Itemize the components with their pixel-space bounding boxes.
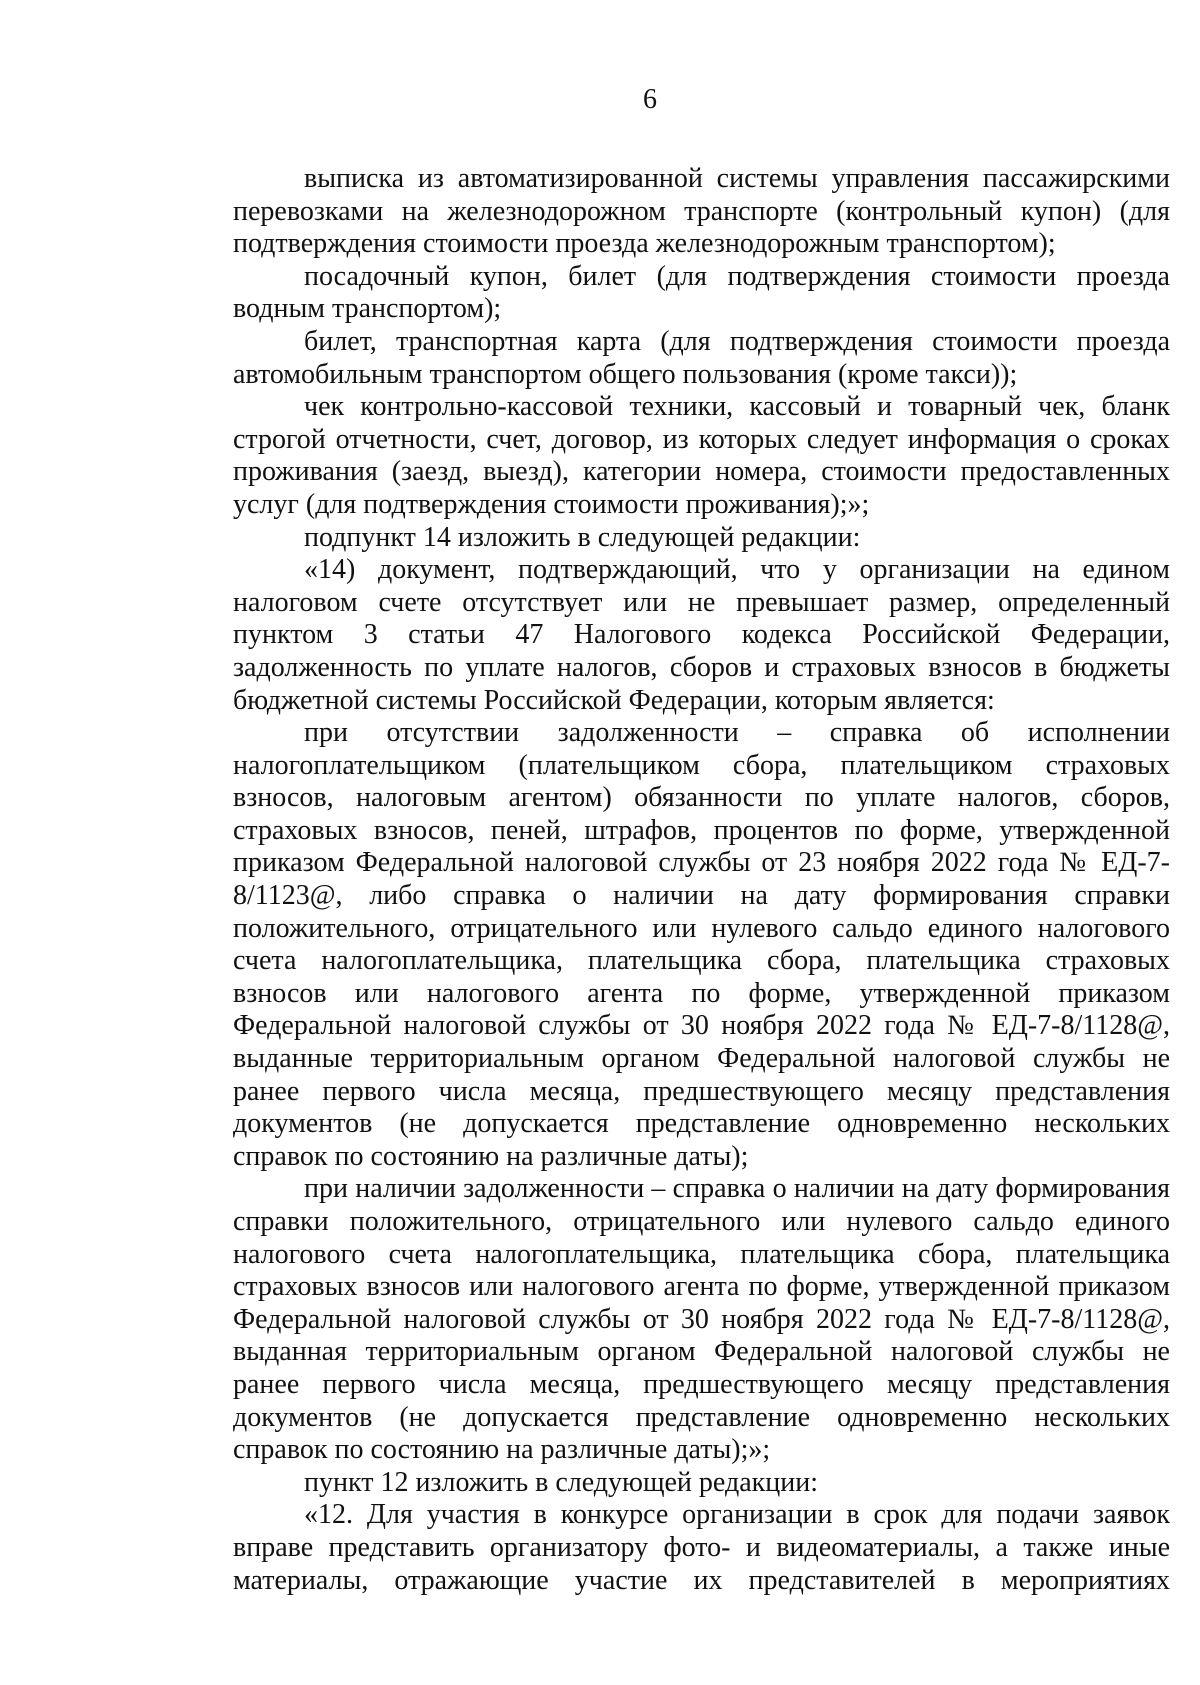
paragraph-debt-certificate: при наличии задолженности – справка о наличии на дату формирования справки положительного, отрицательного или нулевого сальдо единого налогового счета налогоплательщика, плательщика сбора, плательщика страховых взносов или налогового агента по форме, утвержденной приказом Федеральной налоговой службы от 30 ноября 2022 года № ЕД-7-8/1128@, выданная территориальным органом Федеральной налоговой службы не ранее первого числа месяца, предшествующего месяцу представления документов (не допускается представление одновременно нескольких справок по состоянию на различные даты);»; — [233, 1173, 1170, 1466]
paragraph-clause-12-text: «12. Для участия в конкурсе организации в срок для подачи заявок вправе представить организатору фото- и видеоматериалы, а также иные материалы, отражающие участие их представителей в мероприятиях — [233, 1499, 1170, 1596]
paragraph-rail-ticket-extract: выписка из автоматизированной системы управления пассажирскими перевозками на железнодорожном транспорте (контрольный купон) (для подтверждения стоимости проезда железнодорожным транспортом); — [233, 163, 1170, 260]
paragraph-accommodation-receipts: чек контрольно-кассовой техники, кассовый и товарный чек, бланк строгой отчетности, счет, договор, из которых следует информация о сроках проживания (заезд, выезд), категории номера, стоимости предоставленных услуг (для подтверждения стоимости проживания);»; — [233, 391, 1170, 520]
paragraph-clause-12-intro: пункт 12 изложить в следующей редакции: — [304, 1466, 818, 1498]
paragraph-subclause-14-text: «14) документ, подтверждающий, что у организации на едином налоговом счете отсутствует или не превышает размер, определенный пунктом 3 статьи 47 Налогового кодекса Российской Федерации, задолженность по уплате налогов, сборов и страховых взносов в бюджеты бюджетной системы Российской Федерации, которым является: — [233, 554, 1170, 716]
paragraph-subclause-14-intro: подпункт 14 изложить в следующей редакции: — [304, 521, 861, 553]
paragraph-water-transport-ticket: посадочный купон, билет (для подтверждения стоимости проезда водным транспортом); — [233, 260, 1170, 325]
paragraph-no-debt-certificate: при отсутствии задолженности – справка об исполнении налогоплательщиком (плательщиком сбора, плательщиком страховых взносов, налоговым агентом) обязанности по уплате налогов, сборов, страховых взносов, пеней, штрафов, процентов по форме, утвержденной приказом Федеральной налоговой службы от 23 ноября 2022 года № ЕД-7-8/1123@, либо справка о наличии на дату формирования справки положительного, отрицательного или нулевого сальдо единого налогового счета налогоплательщика, плательщика сбора, плательщика страховых взносов или налогового агента по форме, утвержденной приказом Федеральной налоговой службы от 30 ноября 2022 года № ЕД-7-8/1128@, выданные территориальным органом Федеральной налоговой службы не ранее первого числа месяца, предшествующего месяцу представления документов (не допускается представление одновременно нескольких справок по состоянию на различные даты); — [233, 717, 1170, 1172]
document-body — [233, 163, 1170, 1597]
paragraph-road-transport-ticket: билет, транспортная карта (для подтверждения стоимости проезда автомобильным транспортом общего пользования (кроме такси)); — [233, 325, 1170, 390]
page-number: 6 — [643, 84, 657, 115]
